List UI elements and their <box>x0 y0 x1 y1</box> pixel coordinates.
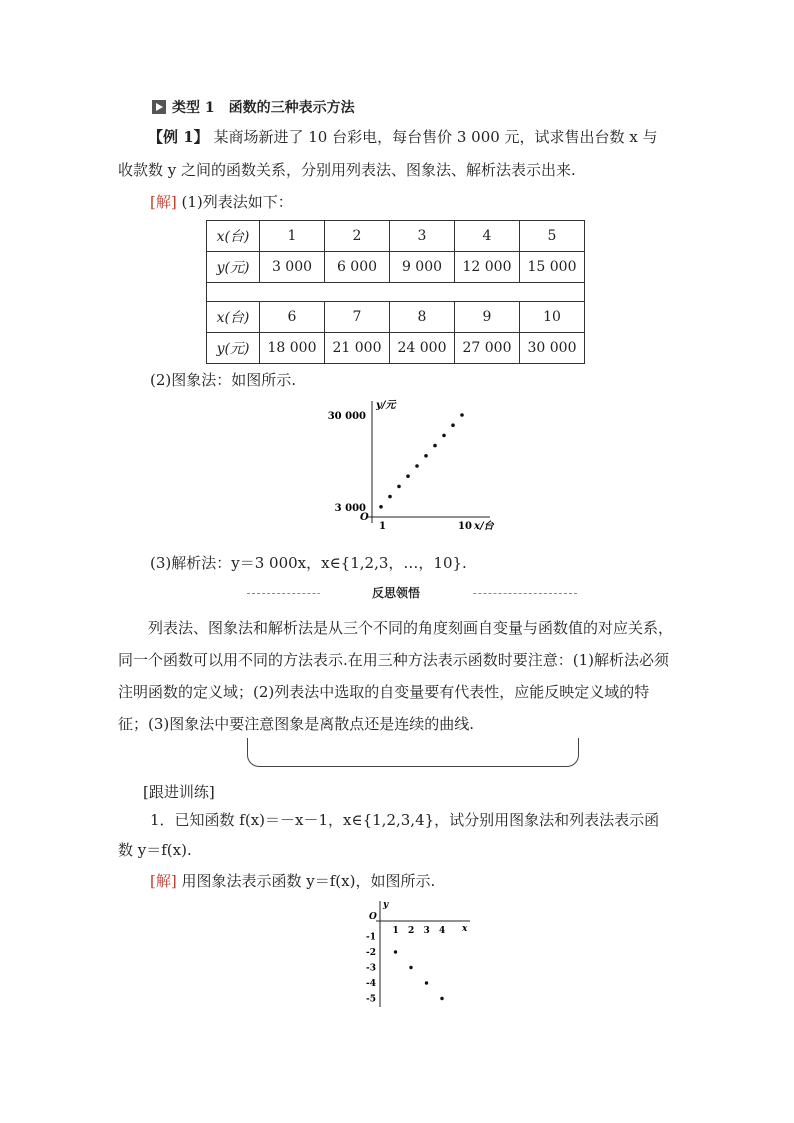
table-cell: 7 <box>325 302 390 333</box>
table-cell: 6 <box>260 302 325 333</box>
example-text-2: 收款数 y 之间的函数关系，分别用列表法、图象法、解析法表示出来. <box>118 161 576 179</box>
table-cell: 10 <box>520 302 585 333</box>
table-cell: 6 000 <box>325 252 390 283</box>
data-point <box>424 454 428 458</box>
example-line-1 <box>148 127 658 147</box>
practice-tag: [跟进训练] <box>143 783 215 801</box>
practice-question-2: 数 y＝f(x). <box>118 841 192 859</box>
x-tick-label: 2 <box>408 926 415 936</box>
table-cell: 4 <box>455 221 520 252</box>
table-cell: 21 000 <box>325 333 390 364</box>
data-points <box>394 950 444 1000</box>
y-tick-label: -2 <box>366 948 376 958</box>
table-cell: 18 000 <box>260 333 325 364</box>
y-axis-label: y <box>383 900 389 910</box>
solution-part2: (2)图象法：如图所示. <box>150 371 297 389</box>
heading-label: 类型 1 函数的三种表示方法 <box>172 100 355 116</box>
solution-tag: [解] <box>150 193 177 211</box>
table-row <box>207 221 585 252</box>
data-point <box>425 981 428 984</box>
x-tick-label: 1 <box>392 926 399 936</box>
data-point <box>394 950 397 953</box>
table-cell: 9 <box>455 302 520 333</box>
data-point <box>379 505 383 509</box>
data-point <box>415 464 419 468</box>
y-tick-label: 3 000 <box>334 502 366 514</box>
table-cell: 30 000 <box>520 333 585 364</box>
x-axis-label: x <box>462 924 468 934</box>
y-axis-label: y/元 <box>376 400 396 411</box>
data-point <box>440 997 443 1000</box>
x-tick-label: 1 <box>379 521 386 532</box>
table-row <box>207 333 585 364</box>
origin-label: O <box>369 912 377 922</box>
solution-part1: (1)列表法如下： <box>181 193 293 211</box>
row-label-y: y(元) <box>207 252 260 283</box>
x-tick-labels <box>393 926 446 936</box>
section-heading <box>152 98 355 118</box>
data-point <box>409 966 412 969</box>
table-cell: 5 <box>520 221 585 252</box>
sales-scatter-chart <box>320 395 510 535</box>
play-triangle-icon <box>152 100 166 114</box>
values-table <box>206 220 585 364</box>
table-cell: 15 000 <box>520 252 585 283</box>
practice-solution <box>150 871 435 891</box>
y-tick-label: -1 <box>366 932 376 943</box>
practice-solution-text: 用图象法表示函数 y＝f(x)，如图所示. <box>181 872 436 890</box>
row-label-y: y(元) <box>207 333 260 364</box>
data-points <box>379 413 464 508</box>
x-tick-label: 4 <box>439 926 446 936</box>
table-cell: 3 <box>390 221 455 252</box>
y-tick-label: -5 <box>366 994 376 1005</box>
x-tick-label: 10 <box>458 521 472 532</box>
example-text-1: 某商场新进了 10 台彩电，每台售价 3 000 元，试求售出台数 x 与 <box>213 128 658 146</box>
table-cell: 1 <box>260 221 325 252</box>
row-label-x: x(台) <box>207 302 260 333</box>
table-cell: 9 000 <box>390 252 455 283</box>
data-point <box>442 434 446 438</box>
practice-solution-tag: [解] <box>150 872 177 890</box>
y-tick-label: 30 000 <box>327 411 366 422</box>
practice-question-1: 1．已知函数 f(x)＝－x－1，x∈{1,2,3,4}，试分别用图象法和列表法表示函 <box>150 811 660 829</box>
table-cell: 27 000 <box>455 333 520 364</box>
data-point <box>406 474 410 478</box>
table-row <box>207 252 585 283</box>
table-gap-cell <box>207 283 585 302</box>
solution-part3: (3)解析法：y＝3 000x，x∈{1,2,3，…，10}. <box>150 554 467 572</box>
function-scatter-chart <box>350 895 480 1013</box>
table-cell: 2 <box>325 221 390 252</box>
reflection-box-frame <box>247 738 579 767</box>
data-point <box>397 485 401 489</box>
reflection-title: 反思领悟 <box>320 584 472 601</box>
row-label-x: x(台) <box>207 221 260 252</box>
y-tick-labels <box>366 933 376 1005</box>
data-point <box>433 444 437 448</box>
table-gap-row <box>207 283 585 302</box>
y-tick-label: -4 <box>366 979 376 989</box>
x-axis-label: x/台 <box>474 521 494 532</box>
example-tag: 【例 1】 <box>148 128 209 146</box>
table-cell: 3 000 <box>260 252 325 283</box>
table-cell: 8 <box>390 302 455 333</box>
table-row <box>207 302 585 333</box>
table-cell: 24 000 <box>390 333 455 364</box>
origin-label: O <box>360 512 369 523</box>
x-tick-label: 3 <box>423 926 430 936</box>
solution-line-1 <box>150 192 293 212</box>
data-point <box>388 495 392 499</box>
data-point <box>451 423 455 427</box>
reflection-text: 列表法、图象法和解析法是从三个不同的角度刻画自变量与函数值的对应关系，同一个函数可以用不同的方法表示.在用三种方法表示函数时要注意：(1)解析法必须注明函数的定义域；(2)列表法中选取的自变量要有代表性，应能反映定义域的特征；(3)图象法中要注意图象是离散点还是连续的曲线. <box>118 619 674 733</box>
table-cell: 12 000 <box>455 252 520 283</box>
y-tick-label: -3 <box>366 963 376 974</box>
data-point <box>460 413 464 417</box>
